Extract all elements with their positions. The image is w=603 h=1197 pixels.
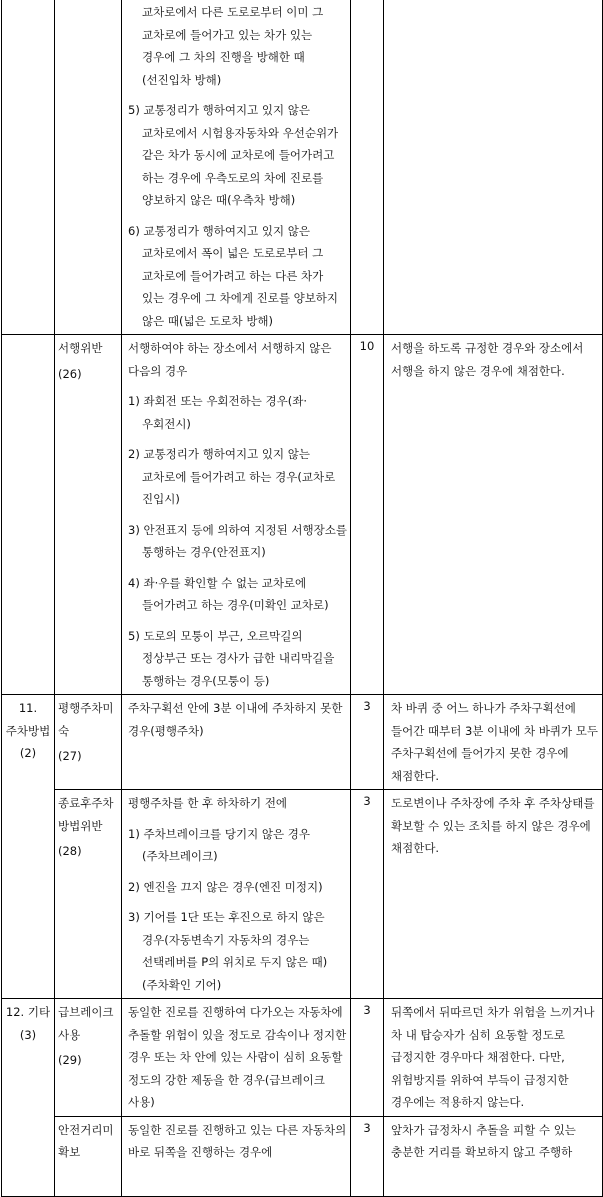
list-item: 3) 기어를 1단 또는 후진으로 하지 않은 경우(자동변속기 자동차의 경우는 선택레버를 P의 위치로 두지 않은 때)(주차확인 기어)	[128, 910, 328, 992]
table-row	[2, 1116, 603, 1196]
list-item: 5) 도로의 모퉁이 부근, 오르막길의 정상부근 또는 경사가 급한 내리막길을 통행하는 경우(모퉁이 등)	[128, 628, 335, 688]
list-item: 4) 좌·우를 확인할 수 없는 교차로에 들어가려고 하는 경우(미확인 교차로)	[128, 575, 329, 612]
item-code: (26)	[58, 366, 82, 381]
item-name-cell	[55, 1116, 122, 1196]
group-title: 12. 기타	[5, 1005, 51, 1019]
criteria-cell: 서행을 하도록 규정한 경우와 장소에서 서행을 하지 않은 경우에 채점한다.	[384, 335, 603, 695]
description-cell: 주차구획선 안에 3분 이내에 주차하지 못한 경우(평행주차)	[122, 695, 351, 790]
list-item: 6) 교통정리가 행하여지고 있지 않은 교차로에서 폭이 넓은 도로로부터 그 교차로에 들어가려고 하는 다른 차가 있는 경우에 그 차에게 진로를 양보하지 않은 때(넓은 도로차 방해)	[128, 223, 339, 328]
description-cell	[122, 0, 351, 335]
group-title: 11. 주차방법	[5, 701, 51, 738]
score-cell: 3	[351, 790, 384, 999]
item-name-cell	[55, 790, 122, 999]
criteria-cell-empty	[384, 0, 603, 335]
score-cell-empty	[351, 0, 384, 335]
group-cell-empty	[2, 335, 55, 695]
item-name-cell	[55, 335, 122, 695]
list-item: 교차로에서 다른 도로로부터 이미 그 교차로에 들어가고 있는 차가 있는 경우에 그 차의 진행을 방해한 때(선진입차 방해)	[142, 5, 324, 87]
item-name: 안전거리미확보	[58, 1122, 114, 1159]
criteria-cell: 도로변이나 주차장에 주차 후 주차상태를 확보할 수 있는 조치를 하지 않은 경우에 채점한다.	[384, 790, 603, 999]
list-item: 3) 안전표지 등에 의하여 지정된 서행장소를 통행하는 경우(안전표지)	[128, 522, 347, 559]
table-row	[2, 999, 603, 1117]
item-name: 평행주차미숙	[58, 701, 114, 738]
list-item: 1) 좌회전 또는 우회전하는 경우(좌·우회전시)	[128, 394, 307, 431]
list-item: 5) 교통정리가 행하여지고 있지 않은 교차로에서 시험용자동차와 우선순위가 같은 차가 동시에 교차로에 들어가려고 하는 경우에 우측도로의 차에 진로를 양보하지 않은 때(우측차 방해)	[128, 103, 339, 207]
description-cell: 동일한 진로를 진행하고 있는 다른 자동차의 바로 뒤쪽을 진행하는 경우에	[122, 1116, 351, 1196]
list-item: 1) 주차브레이크를 당기지 않은 경우(주차브레이크)	[128, 826, 310, 863]
item-code: (29)	[58, 1053, 82, 1067]
list-item: 2) 교통정리가 행하여지고 있지 않는 교차로에 들어가려고 하는 경우(교차로 진입시)	[128, 447, 336, 506]
score-cell: 3	[351, 1116, 384, 1196]
item-name-cell	[55, 999, 122, 1117]
group-count: (3)	[19, 1027, 37, 1042]
score-cell: 3	[351, 999, 384, 1117]
item-name: 종료후주차방법위반	[58, 796, 114, 833]
description-cell	[122, 790, 351, 999]
description-intro: 평행주차를 한 후 하차하기 전에	[128, 796, 288, 810]
list-item: 2) 엔진을 끄지 않은 경우(엔진 미정지)	[128, 879, 323, 894]
description-cell	[122, 335, 351, 695]
item-name-cell	[55, 695, 122, 790]
table-row	[2, 335, 603, 695]
item-name: 서행위반	[58, 341, 103, 355]
score-cell: 3	[351, 695, 384, 790]
group-count: (2)	[19, 746, 37, 760]
criteria-cell: 앞차가 급정차시 추돌을 피할 수 있는 충분한 거리를 확보하지 않고 주행하	[384, 1116, 603, 1196]
score-cell: 10	[351, 335, 384, 695]
scoring-table	[1, 0, 603, 1197]
item-code: (27)	[58, 749, 82, 763]
criteria-cell: 뒤쪽에서 뒤따르던 차가 위험을 느끼거나 차 내 탑승자가 심히 요동할 정도로 급정지한 경우마다 채점한다. 다만, 위험방지를 위하여 부득이 급정지한 경우에는 적용하지 않는다.	[384, 999, 603, 1117]
item-code: (28)	[58, 844, 82, 858]
description-cell: 동일한 진로를 진행하여 다가오는 자동차에 추돌할 위험이 있을 정도로 감속이나 정지한 경우 또는 차 안에 있는 사람이 심히 요동할 정도의 강한 제동을 한 경우(급브레이크 사용)	[122, 999, 351, 1117]
group-cell	[2, 999, 55, 1197]
description-intro: 서행하여야 하는 장소에서 서행하지 않은 다음의 경우	[128, 341, 332, 378]
criteria-cell: 차 바퀴 중 어느 하나가 주차구획선에 들어간 때부터 3분 이내에 차 바퀴가 모두 주차구획선에 들어가지 못한 경우에 채점한다.	[384, 695, 603, 790]
table-row	[2, 790, 603, 999]
group-cell-empty	[2, 0, 55, 335]
table-row	[2, 0, 603, 335]
item-name-cell-empty	[55, 0, 122, 335]
item-name: 급브레이크사용	[58, 1005, 114, 1042]
group-cell	[2, 695, 55, 999]
table-row	[2, 695, 603, 790]
